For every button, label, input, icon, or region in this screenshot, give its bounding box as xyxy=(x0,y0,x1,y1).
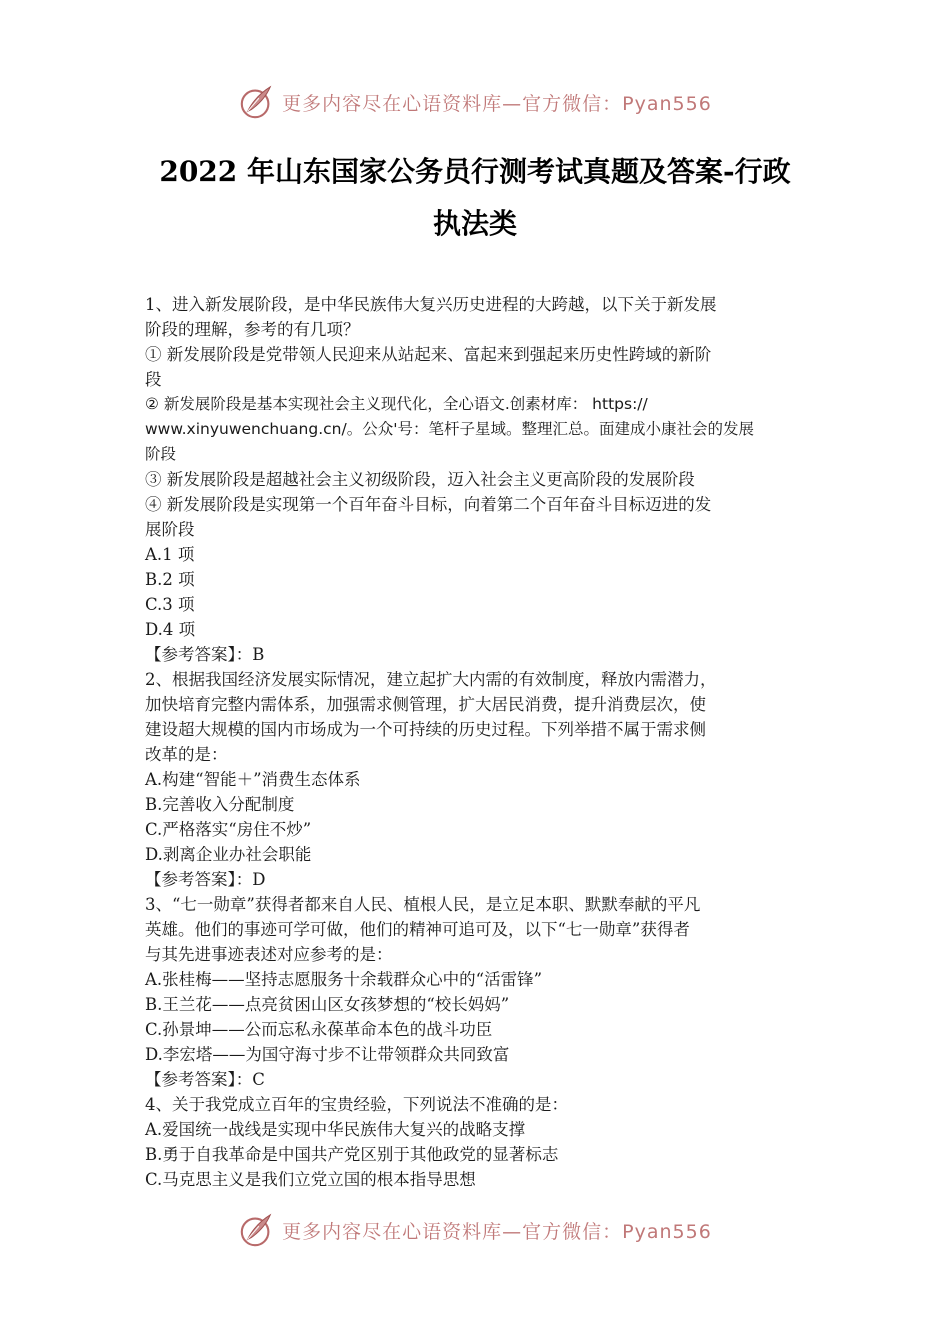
title-line-1: 2022 年山东国家公务员行测考试真题及答案-行政 xyxy=(159,155,791,188)
document-title xyxy=(120,146,830,250)
option-line: A.1 项 xyxy=(145,545,195,564)
option-line: A.张桂梅——坚持志愿服务十余载群众心中的“活雷锋” xyxy=(145,970,543,989)
text-line: ② 新发展阶段是基本实现社会主义现代化，全心语文.创素材库： https:// xyxy=(145,395,648,413)
option-line: A.构建“智能＋”消费生态体系 xyxy=(145,770,361,789)
banner-text: 更多内容尽在心语资料库—官方微信：Pyan556 xyxy=(282,1220,712,1243)
header-banner xyxy=(0,80,950,124)
banner-text: 更多内容尽在心语资料库—官方微信：Pyan556 xyxy=(282,92,712,115)
option-line: B.勇于自我革命是中国共产党区别于其他政党的显著标志 xyxy=(145,1145,559,1164)
option-line: C.严格落实“房住不炒” xyxy=(145,820,312,839)
option-line: B.2 项 xyxy=(145,570,195,589)
option-line: C.马克思主义是我们立党立国的根本指导思想 xyxy=(145,1170,476,1189)
text-line: 建设超大规模的国内市场成为一个可持续的历史过程。下列举措不属于需求侧 xyxy=(145,720,706,739)
document-body xyxy=(145,292,807,1192)
text-line: 阶段的理解，参考的有几项？ xyxy=(145,320,360,339)
option-line: B.完善收入分配制度 xyxy=(145,795,295,814)
text-line: 3、“七一勋章”获得者都来自人民、植根人民，是立足本职、默默奉献的平凡 xyxy=(145,895,701,914)
text-line: ④ 新发展阶段是实现第一个百年奋斗目标，向着第二个百年奋斗目标迈进的发 xyxy=(145,495,712,514)
text-line: 英雄。他们的事迹可学可做，他们的精神可追可及，以下“七一勋章”获得者 xyxy=(145,920,690,939)
text-line: 1、进入新发展阶段，是中华民族伟大复兴历史进程的大跨越，以下关于新发展 xyxy=(145,295,717,314)
footer-banner xyxy=(0,1208,950,1252)
text-line: 改革的是： xyxy=(145,745,228,764)
text-line: 段 xyxy=(145,370,162,389)
text-line: 2、根据我国经济发展实际情况，建立起扩大内需的有效制度，释放内需潜力， xyxy=(145,670,717,689)
option-line: B.王兰花——点亮贫困山区女孩梦想的“校长妈妈” xyxy=(145,995,510,1014)
option-line: C.3 项 xyxy=(145,595,195,614)
text-line: www.xinyuwenchuang.cn/。公众'号：笔杆子星域。整理汇总。面建成小康社会的发展 xyxy=(145,420,754,438)
option-line: D.剥离企业办社会职能 xyxy=(145,845,312,864)
option-line: D.4 项 xyxy=(145,620,196,639)
text-line: 阶段 xyxy=(145,445,177,463)
text-line: 展阶段 xyxy=(145,520,195,539)
option-line: D.李宏塔——为国守海寸步不让带领群众共同致富 xyxy=(145,1045,510,1064)
title-line-2: 执法类 xyxy=(432,207,517,240)
answer-line: 【参考答案】：B xyxy=(145,645,265,664)
option-line: A.爱国统一战线是实现中华民族伟大复兴的战略支撑 xyxy=(145,1120,526,1139)
answer-line: 【参考答案】：D xyxy=(145,870,266,889)
answer-line: 【参考答案】：C xyxy=(145,1070,265,1089)
quill-pen-icon xyxy=(238,1211,276,1249)
text-line: 与其先进事迹表述对应参考的是： xyxy=(145,945,393,964)
option-line: C.孙景坤——公而忘私永葆革命本色的战斗功臣 xyxy=(145,1020,493,1039)
quill-pen-icon xyxy=(238,83,276,121)
text-line: 4、关于我党成立百年的宝贵经验，下列说法不准确的是： xyxy=(145,1095,568,1114)
text-line: ① 新发展阶段是党带领人民迎来从站起来、富起来到强起来历史性跨域的新阶 xyxy=(145,345,712,364)
text-line: 加快培育完整内需体系，加强需求侧管理，扩大居民消费，提升消费层次，使 xyxy=(145,695,706,714)
text-line: ③ 新发展阶段是超越社会主义初级阶段，迈入社会主义更高阶段的发展阶段 xyxy=(145,470,695,489)
